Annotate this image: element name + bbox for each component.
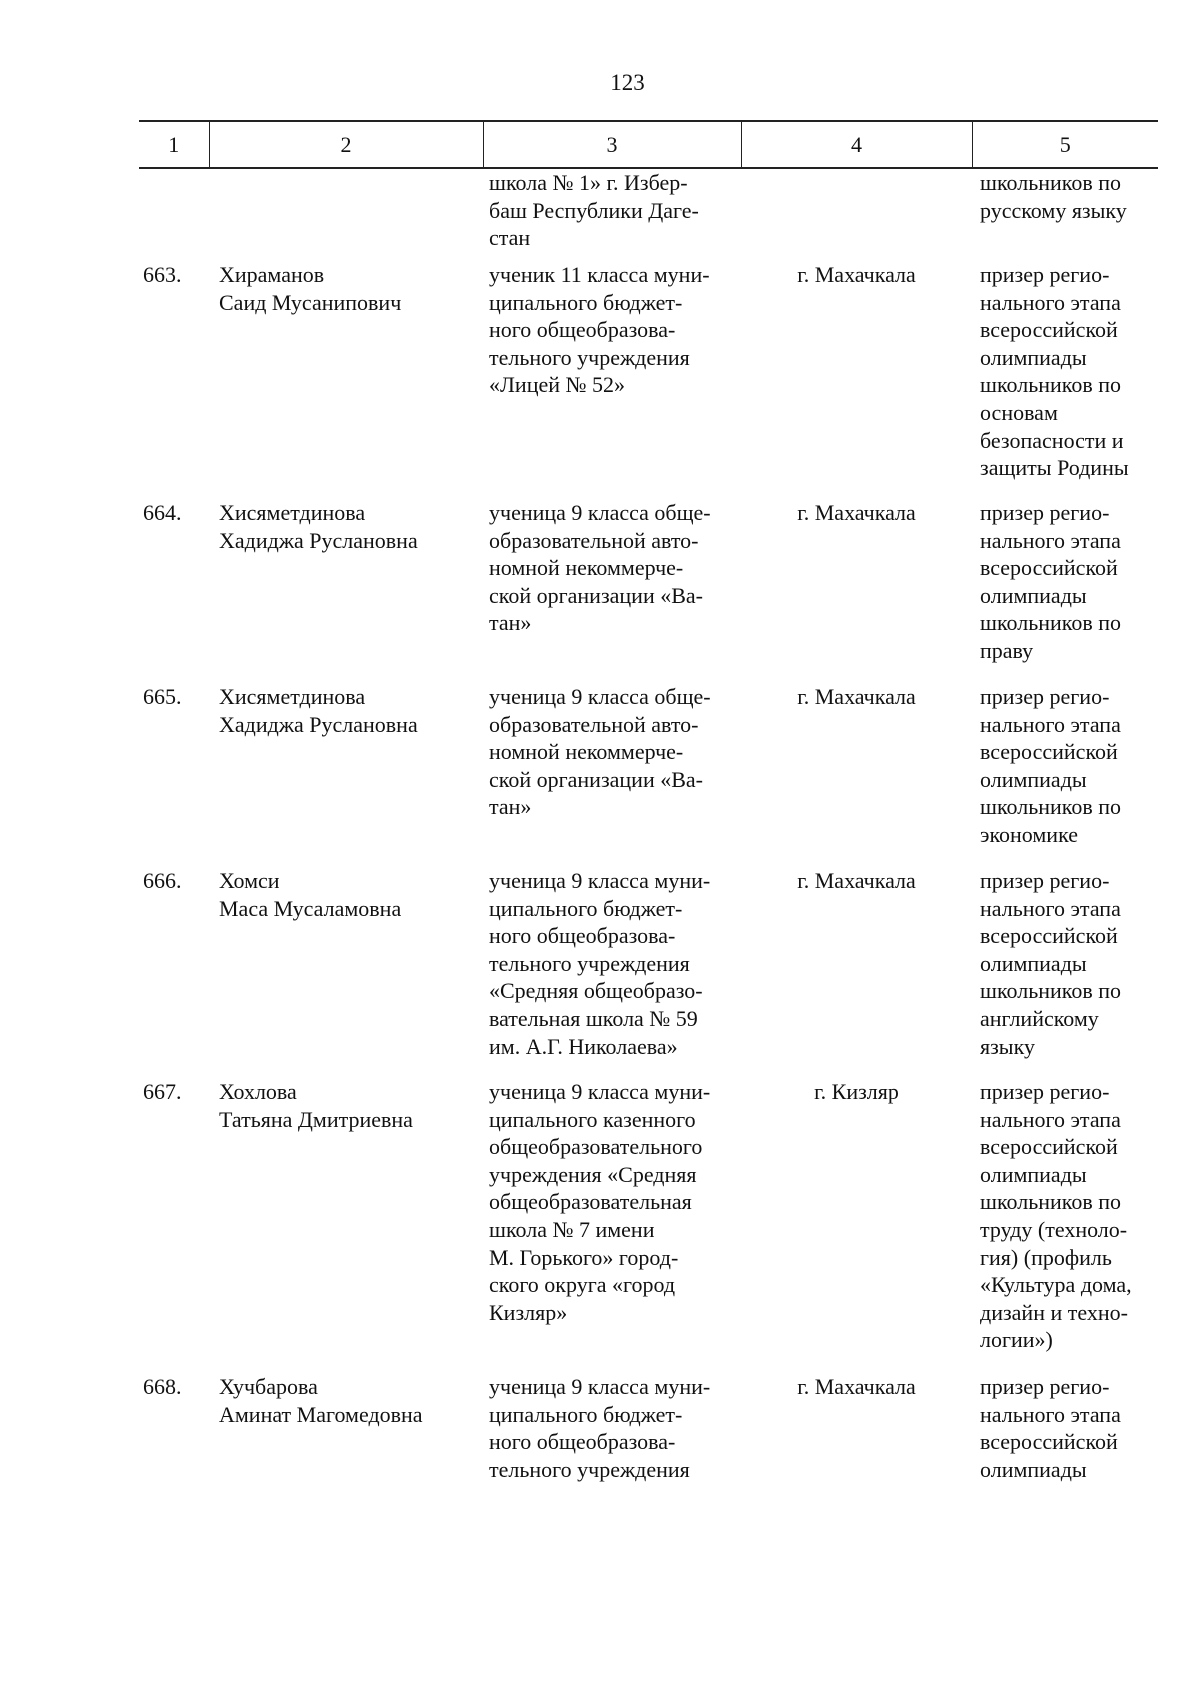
page-number: 123: [610, 70, 645, 95]
award-line: нального этапа: [980, 895, 1121, 921]
institution-line: образовательной авто-: [489, 527, 699, 553]
award: [972, 499, 1158, 683]
institution-line: номной некоммерче-: [489, 555, 684, 581]
award-line: олимпиады: [980, 582, 1087, 608]
row-number: 667.: [143, 1079, 182, 1104]
institution-line: ного общеобразова-: [489, 317, 676, 343]
award-line: олимпиады: [980, 344, 1087, 370]
given-names: Татьяна Дмитриевна: [219, 1106, 413, 1132]
institution-line: М. Горького» город-: [489, 1244, 679, 1270]
institution-line: им. А.Г. Николаева»: [489, 1033, 678, 1059]
person-name: [209, 261, 483, 499]
given-names: Аминат Магомедовна: [219, 1401, 423, 1427]
institution-line: общеобразовательного: [489, 1134, 703, 1160]
award-line: школьников по: [980, 1189, 1122, 1215]
institution: [483, 867, 741, 1078]
award-line: «Культура дома,: [980, 1272, 1132, 1298]
city: г. Махачкала: [797, 1374, 916, 1399]
award: [972, 867, 1158, 1078]
person-name: [209, 683, 483, 867]
award-line: экономике: [980, 821, 1078, 847]
institution-line: школа № 7 имени: [489, 1216, 655, 1242]
surname: Хираманов: [219, 262, 325, 287]
column-header-4: 4: [741, 121, 972, 168]
person-name: [209, 1373, 483, 1493]
award-line: всероссийской: [980, 1134, 1118, 1160]
award-line: нального этапа: [980, 289, 1121, 315]
continuation-row: [139, 168, 1158, 261]
institution-line: ученица 9 класса обще-: [489, 684, 711, 709]
given-names: Хадиджа Руслановна: [219, 711, 418, 737]
award: [972, 1373, 1158, 1493]
institution: [483, 499, 741, 683]
award-line: труду (техноло-: [980, 1216, 1128, 1242]
award-line: школьников по: [980, 978, 1122, 1004]
institution-line: общеобразовательная: [489, 1189, 692, 1215]
award-line: всероссийской: [980, 739, 1118, 765]
institution-line: учреждения «Средняя: [489, 1161, 697, 1187]
person-name: [209, 867, 483, 1078]
institution: [483, 1078, 741, 1373]
award-line: олимпиады: [980, 950, 1087, 976]
table-row: [139, 867, 1158, 1078]
award-line: всероссийской: [980, 317, 1118, 343]
award-line: призер регио-: [980, 262, 1110, 287]
award-line: всероссийской: [980, 1429, 1118, 1455]
award-line: безопасности и: [980, 427, 1124, 453]
row-number: 664.: [143, 500, 182, 525]
award-line: дизайн и техно-: [980, 1299, 1128, 1325]
award-line: русскому языку: [980, 197, 1127, 223]
award-line: олимпиады: [980, 1161, 1087, 1187]
city: г. Махачкала: [797, 684, 916, 709]
award-line: гия) (профиль: [980, 1244, 1112, 1270]
award-line: праву: [980, 637, 1034, 663]
institution-line: вательная школа № 59: [489, 1005, 698, 1031]
institution-line: ской организации «Ва-: [489, 582, 703, 608]
institution-line: тельного учреждения: [489, 1456, 690, 1482]
award-line: английскому: [980, 1005, 1099, 1031]
award: [972, 261, 1158, 499]
column-header-1: 1: [139, 121, 209, 168]
award-line: призер регио-: [980, 1079, 1110, 1104]
award-line: олимпиады: [980, 766, 1087, 792]
institution-line: ученица 9 класса муни-: [489, 1079, 711, 1104]
award-line: всероссийской: [980, 555, 1118, 581]
institution-line: номной некоммерче-: [489, 739, 684, 765]
institution-line: ученица 9 класса обще-: [489, 500, 711, 525]
institution-line: стан: [489, 225, 531, 251]
row-number: 665.: [143, 684, 182, 709]
row-number: 666.: [143, 868, 182, 893]
city: г. Махачкала: [797, 868, 916, 893]
surname: Хисяметдинова: [219, 684, 366, 709]
institution-line: образовательной авто-: [489, 711, 699, 737]
surname: Хисяметдинова: [219, 500, 366, 525]
institution-line: ципального бюджет-: [489, 289, 683, 315]
institution-line: ципального бюджет-: [489, 895, 683, 921]
institution-line: ской организации «Ва-: [489, 766, 703, 792]
person-name: [209, 1078, 483, 1373]
institution: [483, 1373, 741, 1493]
surname: Хомси: [219, 868, 280, 893]
award-line: нального этапа: [980, 1106, 1121, 1132]
award: [972, 683, 1158, 867]
award-line: призер регио-: [980, 868, 1110, 893]
institution-line: ского округа «город: [489, 1272, 676, 1298]
table-row: [139, 261, 1158, 499]
table-row: [139, 1078, 1158, 1373]
institution-line: тан»: [489, 794, 532, 820]
institution-line: тельного учреждения: [489, 344, 690, 370]
given-names: Саид Мусанипович: [219, 289, 402, 315]
award-line: школьников по: [980, 372, 1122, 398]
continuation-award: [972, 168, 1158, 261]
award-line: основам: [980, 399, 1058, 425]
institution-line: ного общеобразова-: [489, 923, 676, 949]
given-names: Маса Мусаламовна: [219, 895, 402, 921]
table-row: [139, 683, 1158, 867]
institution-line: ципального казенного: [489, 1106, 696, 1132]
continuation-name: [209, 168, 483, 261]
award-line: призер регио-: [980, 1374, 1110, 1399]
award-line: защиты Родины: [980, 455, 1129, 481]
institution-line: «Лицей № 52»: [489, 372, 625, 398]
award-line: нального этапа: [980, 1401, 1121, 1427]
institution: [483, 261, 741, 499]
surname: Хучбарова: [219, 1374, 318, 1399]
institution-line: ученица 9 класса муни-: [489, 1374, 711, 1399]
institution-line: ципального бюджет-: [489, 1401, 683, 1427]
city: г. Кизляр: [814, 1079, 899, 1104]
award-line: нального этапа: [980, 711, 1121, 737]
institution: [483, 683, 741, 867]
institution-line: тельного учреждения: [489, 950, 690, 976]
column-header-5: 5: [972, 121, 1158, 168]
table-row: [139, 499, 1158, 683]
award-line: нального этапа: [980, 527, 1121, 553]
continuation-institution: [483, 168, 741, 261]
institution-line: ного общеобразова-: [489, 1429, 676, 1455]
institution-line: школа № 1» г. Избер-: [489, 170, 688, 195]
award-line: олимпиады: [980, 1456, 1087, 1482]
table-header-row: [139, 121, 1158, 168]
row-number: 668.: [143, 1374, 182, 1399]
award-line: языку: [980, 1033, 1035, 1059]
city: г. Махачкала: [797, 262, 916, 287]
institution-line: «Средняя общеобразо-: [489, 978, 703, 1004]
column-header-2: 2: [209, 121, 483, 168]
table-row: [139, 1373, 1158, 1493]
continuation-num: [139, 168, 209, 261]
institution-line: ученик 11 класса муни-: [489, 262, 710, 287]
award-line: логии»): [980, 1327, 1053, 1353]
city: г. Махачкала: [797, 500, 916, 525]
award-line: призер регио-: [980, 684, 1110, 709]
continuation-city: [741, 168, 972, 261]
person-name: [209, 499, 483, 683]
award: [972, 1078, 1158, 1373]
award-line: школьников по: [980, 794, 1122, 820]
institution-line: ученица 9 класса муни-: [489, 868, 711, 893]
surname: Хохлова: [219, 1079, 297, 1104]
column-header-3: 3: [483, 121, 741, 168]
awardees-table: [139, 120, 1158, 1493]
award-line: всероссийской: [980, 923, 1118, 949]
award-line: призер регио-: [980, 500, 1110, 525]
row-number: 663.: [143, 262, 182, 287]
given-names: Хадиджа Руслановна: [219, 527, 418, 553]
award-line: школьников по: [980, 610, 1122, 636]
award-line: школьников по: [980, 170, 1122, 195]
institution-line: баш Республики Даге-: [489, 197, 699, 223]
institution-line: Кизляр»: [489, 1299, 568, 1325]
institution-line: тан»: [489, 610, 532, 636]
